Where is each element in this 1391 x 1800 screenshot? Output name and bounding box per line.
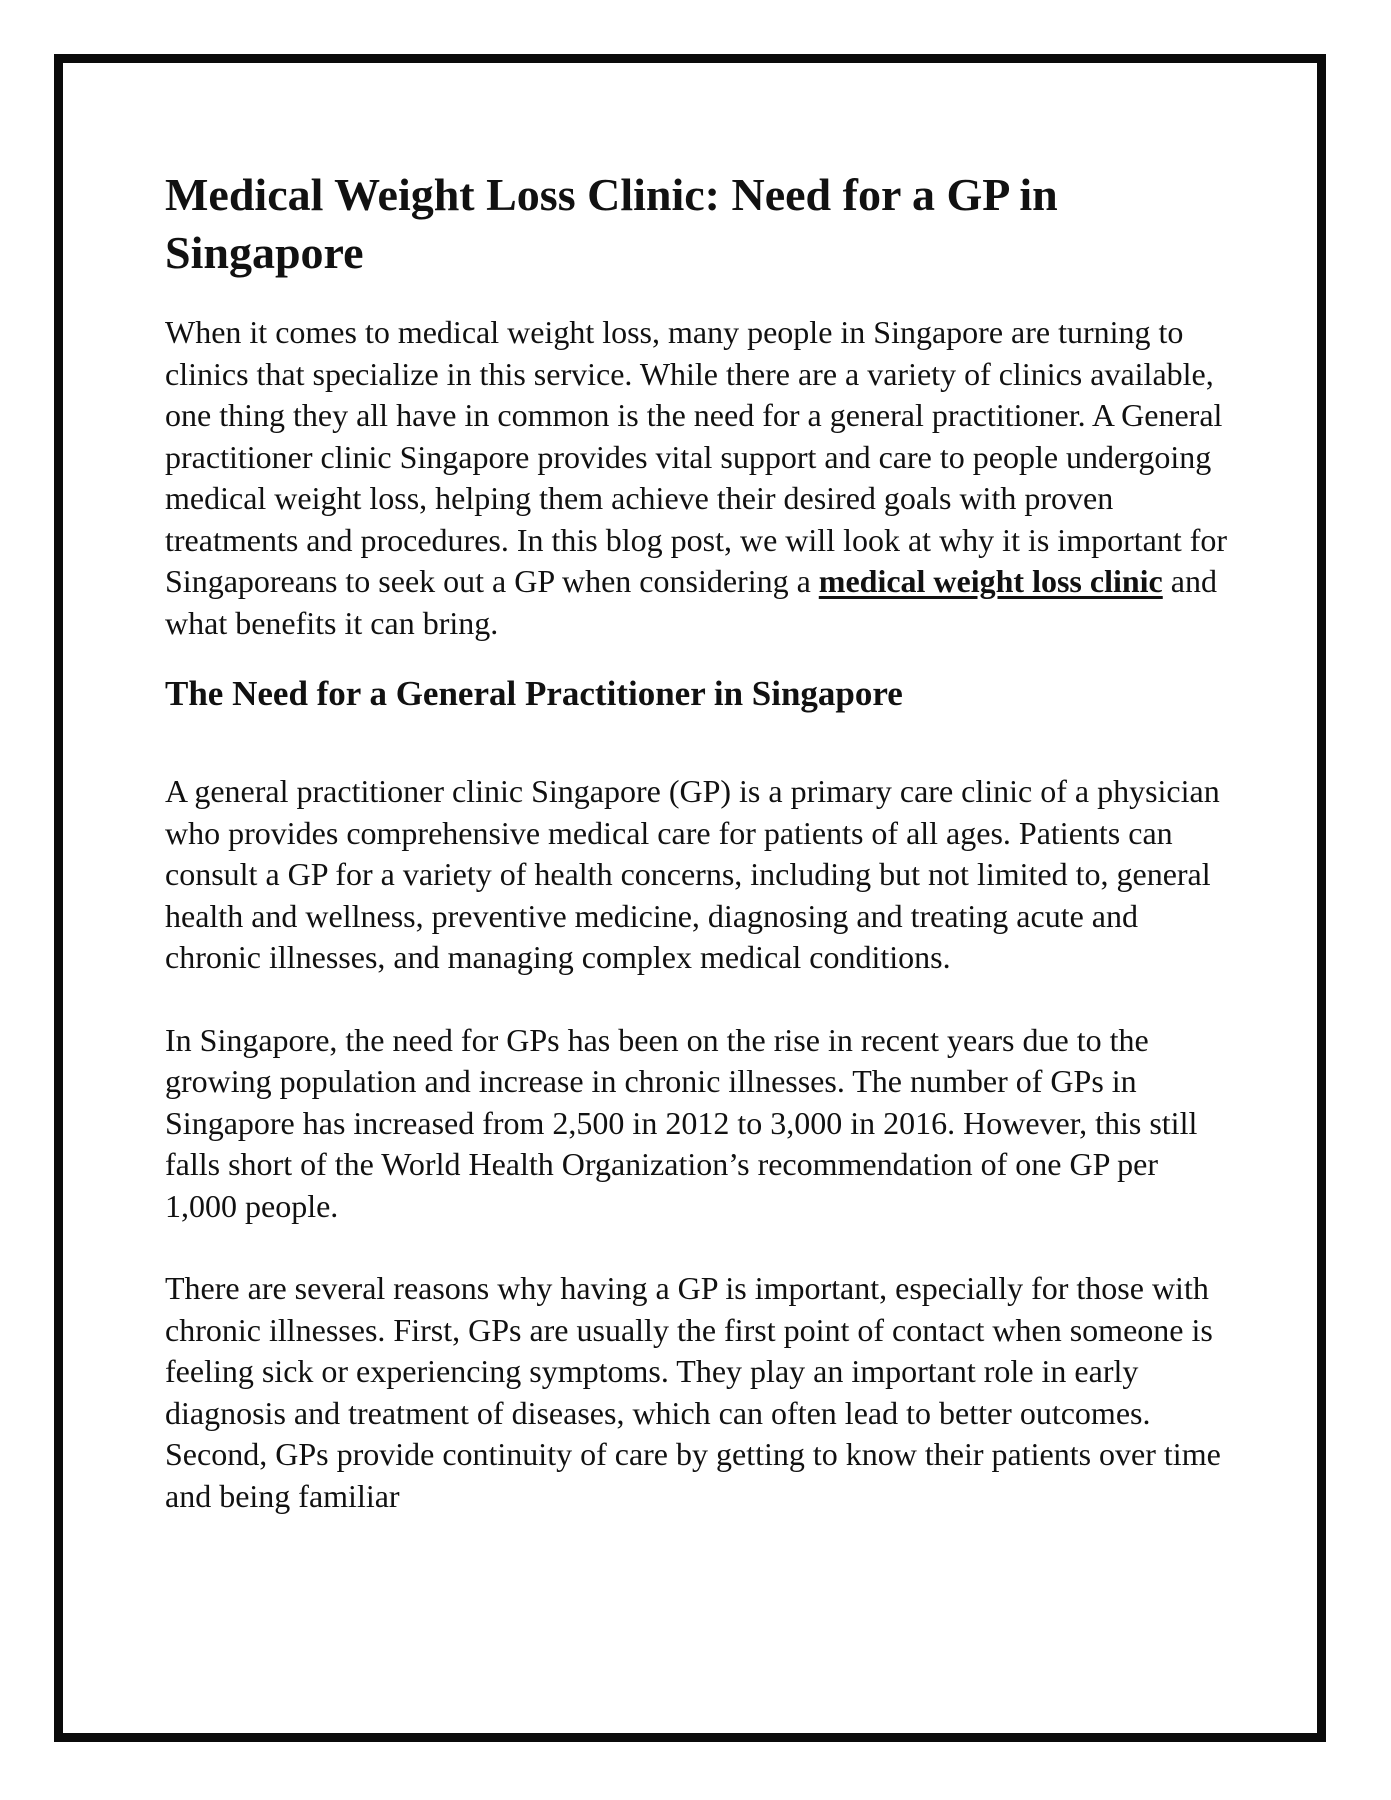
body-paragraph-1: A general practitioner clinic Singapore (GP) is a primary care clinic of a physician who provides comprehensive medical care for patients of all ages. Patients can consult a GP for a variety of health concerns, including but not limited to, general health and wellness, preventive medicine, diagnosing and treating acute and chronic illnesses, and managing complex medical conditions. [165,773,1220,975]
medical-weight-loss-clinic-link[interactable]: medical weight loss clinic [818,563,1163,599]
body-paragraph-2: In Singapore, the need for GPs has been on the rise in recent years due to the growing population and increase in chronic illnesses. The number of GPs in Singapore has increased from 2,500 in 2012 to 3,000 in 2016. However, this still falls short of the World Health Organization’s recommendation of one GP per 1,000 people. [165,1021,1198,1224]
intro-text-before-link: When it comes to medical weight loss, many people in Singapore are turning to clinics that specialize in this service. While there are a variety of clinics available, one thing they all have in common is the need for a general practitioner. A General practitioner clinic Singapore provides vital support and care to people undergoing medical weight loss, helping them achieve their desired goals with proven treatments and procedures. In this blog post, we will look at why it is important for Singaporeans to seek out a GP when considering a [165,314,1228,599]
page-title: Medical Weight Loss Clinic: Need for a GP in Singapore [165,169,1058,278]
document-body [165,166,1235,1517]
intro-paragraph [165,312,1235,644]
section-heading: The Need for a General Practitioner in Singapore [165,674,903,713]
intro-text-after-link: and what benefits it can bring. [165,563,1217,641]
body-paragraph-3: There are several reasons why having a GP is important, especially for those with chronic illnesses. First, GPs are usually the first point of contact when someone is feeling sick or experiencing symptoms. They play an important role in early diagnosis and treatment of diseases, which can often lead to better outcomes. Second, GPs provide continuity of care by getting to know their patients over time and being familiar [165,1270,1221,1514]
